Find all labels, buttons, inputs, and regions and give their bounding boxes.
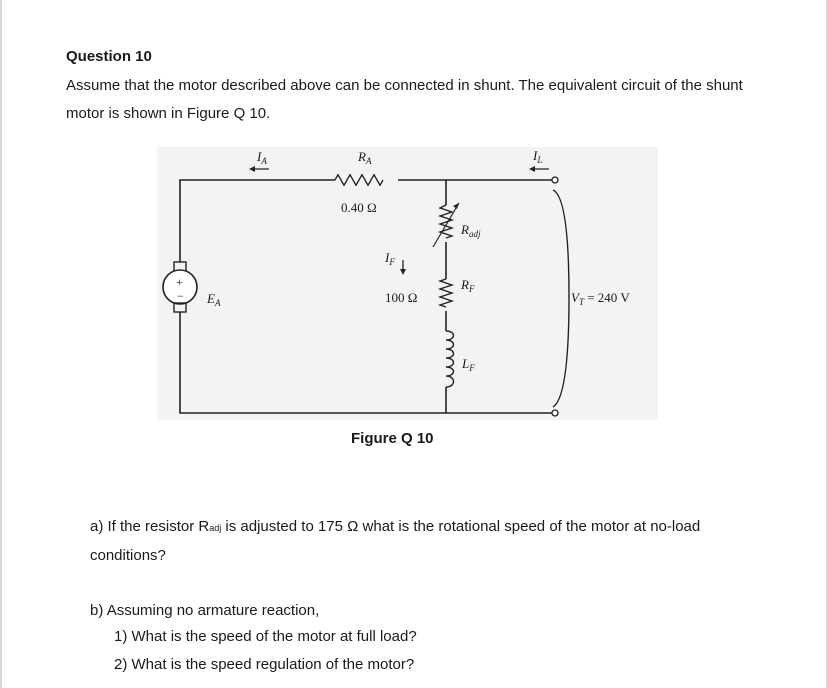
if-label: $I_F$	[385, 250, 395, 267]
part-a-subscript: adj	[209, 523, 222, 533]
item-text: What is the speed regulation of the motor?	[131, 656, 415, 673]
vt-bracket	[553, 190, 569, 407]
part-b-text: Assuming no armature reaction,	[106, 602, 320, 619]
item-number: 1)	[114, 628, 128, 645]
part-a-label: a)	[90, 518, 104, 535]
if-arrowhead	[400, 269, 406, 275]
rf-resistor	[440, 279, 452, 307]
top-terminal	[552, 177, 558, 183]
lf-inductor	[446, 331, 454, 387]
left-frame-edge	[0, 0, 2, 688]
radj-label: $R_{adj}$	[461, 222, 481, 239]
ia-arrowhead	[249, 166, 255, 172]
part-a-text-before: If the resistor R	[107, 518, 210, 535]
current-arrows	[251, 169, 549, 272]
ra-value: 0.40 Ω	[341, 200, 377, 215]
part-b-item-1	[114, 623, 417, 651]
rf-value: 100 Ω	[385, 290, 418, 305]
plus-sign: +	[176, 275, 183, 289]
il-label: $I_L$	[533, 148, 543, 165]
item-number: 2)	[114, 656, 128, 673]
ia-label: $I_A$	[257, 149, 267, 166]
lf-label: $L_F$	[462, 356, 475, 373]
part-b-label: b)	[90, 602, 104, 619]
question-intro: Assume that the motor described above can be connected in shunt. The equivalent circuit of the shunt motor is shown in Figure Q 10.	[66, 77, 743, 122]
figure-caption: Figure Q 10	[351, 430, 434, 447]
part-a	[90, 513, 750, 570]
question-heading: Question 10	[66, 48, 152, 65]
ra-label: $R_A$	[358, 149, 372, 166]
bottom-terminal	[552, 410, 558, 416]
il-arrowhead	[529, 166, 535, 172]
item-text: What is the speed of the motor at full load?	[131, 628, 417, 645]
part-a-text-after: is adjusted to 175 Ω what is the rotational speed of the motor at no-load conditions?	[90, 518, 701, 564]
ea-label: $E_A$	[207, 291, 221, 308]
rf-label: $R_F$	[461, 277, 475, 294]
ra-resistor	[335, 175, 383, 186]
minus-sign: −	[177, 289, 184, 303]
part-b-item-2	[114, 651, 414, 679]
vt-label: $V_T = 240$ V	[571, 290, 630, 307]
circuit-diagram	[157, 147, 658, 420]
part-b	[90, 597, 319, 625]
